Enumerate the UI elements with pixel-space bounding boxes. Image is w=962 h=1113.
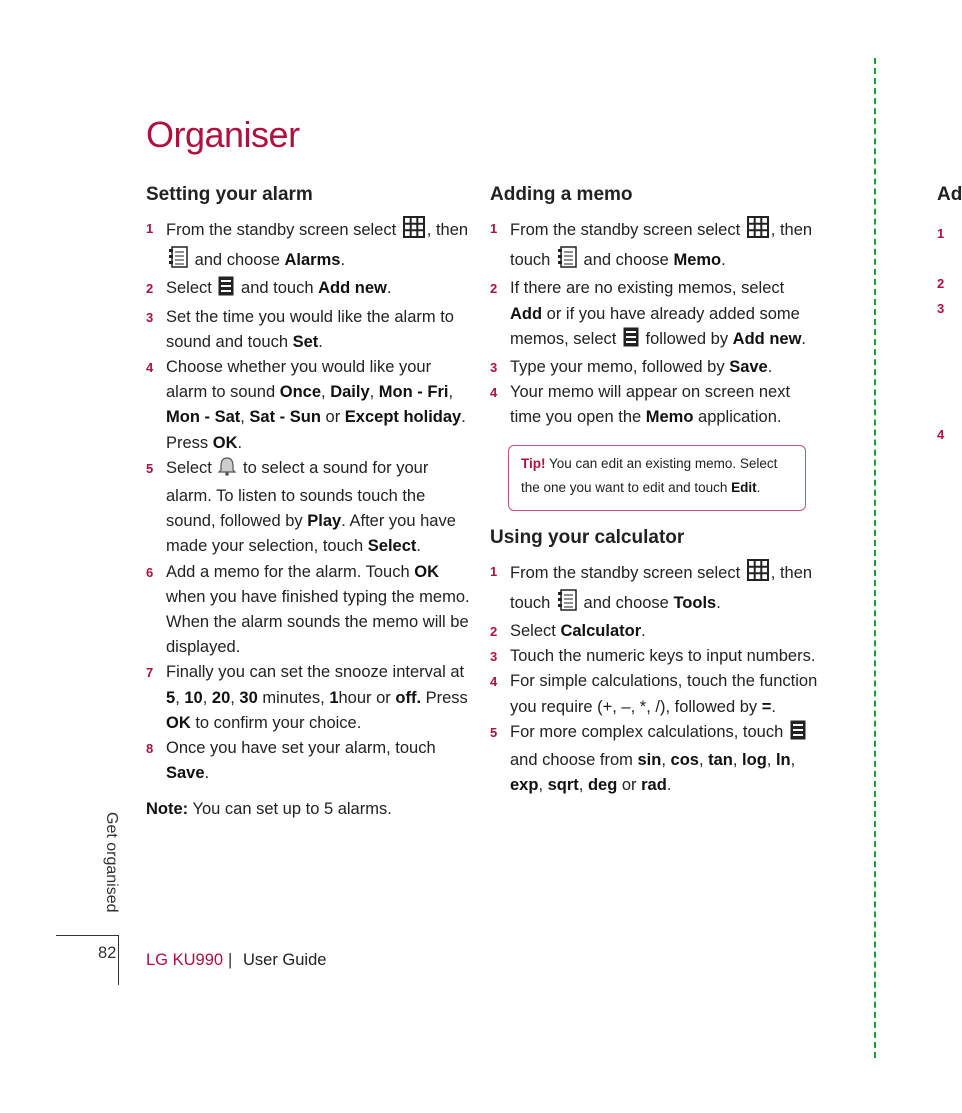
alarm-heading: Setting your alarm xyxy=(146,184,313,205)
bell-icon xyxy=(218,456,236,484)
peek-number: 1 xyxy=(937,226,945,241)
alarm-steps xyxy=(146,216,476,786)
list-item: 4 For simple calculations, touch the function you require (+, –, *, /), followed by =. xyxy=(490,672,818,716)
options-menu-icon xyxy=(790,720,806,748)
list-item: 7 Finally you can set the snooze interval at 5, 10, 20, 30 minutes, 1hour or off. Press OK to confirm your choice. xyxy=(146,663,468,732)
list-item: 3 Type your memo, followed by Save. xyxy=(490,358,773,377)
page-number: 82 xyxy=(98,944,117,962)
list-item: 4 Choose whether you would like your alarm to sound Once, Daily, Mon - Fri, Mon - Sat, Sat - Sun or Except holiday. Press OK. xyxy=(146,358,466,452)
memo-heading: Adding a memo xyxy=(490,184,633,205)
list-item: 2 Select and touch Add new. xyxy=(146,276,476,304)
list-item: 1 From the standby screen select , then touch and choose Memo. xyxy=(490,216,820,276)
options-menu-icon xyxy=(218,276,234,304)
grid-menu-icon xyxy=(747,216,769,246)
organiser-icon xyxy=(557,246,577,276)
list-item: 4 Your memo will appear on screen next time you open the Memo application. xyxy=(490,383,791,427)
next-page-peek xyxy=(937,184,962,442)
list-item: 6 Add a memo for the alarm. Touch OK when you have finished typing the memo. When the alarm sounds the memo will be displayed. xyxy=(146,562,470,657)
list-item: 3 Touch the numeric keys to input numbers. xyxy=(490,647,816,666)
footer-divider xyxy=(118,935,119,985)
footer-brand: LG KU990 xyxy=(146,951,224,969)
footer-separator: | xyxy=(228,951,233,969)
list-item: 3 Set the time you would like the alarm to sound and touch Set. xyxy=(146,307,454,351)
list-item: 5 For more complex calculations, touch and choose from sin, cos, tan, log, ln, exp, sqrt, deg or rad. xyxy=(490,720,820,799)
footer-guide: User Guide xyxy=(243,951,327,969)
memo-tip: Tip! You can edit an existing memo. Select the one you want to edit and touch Edit. xyxy=(508,445,806,511)
grid-menu-icon xyxy=(403,216,425,246)
alarm-note: Note: You can set up to 5 alarms. xyxy=(146,800,392,819)
list-item: 5 Select to select a sound for your alarm. To listen to sounds touch the sound, followed by Play. After you have made your selection, touch Select. xyxy=(146,456,476,560)
list-item: 1 From the standby screen select , then and choose Alarms. xyxy=(146,216,476,276)
memo-section xyxy=(490,184,820,798)
list-item: 2 If there are no existing memos, select Add or if you have already added some memos, select followed by Add new. xyxy=(490,276,820,355)
peek-number: 2 xyxy=(937,276,945,291)
calculator-heading: Using your calculator xyxy=(490,526,685,548)
alarm-section xyxy=(146,184,476,819)
options-menu-icon xyxy=(623,327,639,355)
fold-guide-line xyxy=(874,58,876,1058)
list-item: 1 From the standby screen select , then touch and choose Tools. xyxy=(490,559,820,619)
footer-rule xyxy=(56,935,118,936)
grid-menu-icon xyxy=(747,559,769,589)
memo-steps xyxy=(490,216,820,431)
peek-number: 4 xyxy=(937,427,945,442)
page-title: Organiser xyxy=(146,114,300,155)
list-item: 2 Select Calculator. xyxy=(490,622,646,641)
peek-heading: Ad xyxy=(937,184,962,205)
calculator-steps xyxy=(490,559,820,799)
organiser-icon xyxy=(168,246,188,276)
organiser-icon xyxy=(557,589,577,619)
peek-number: 3 xyxy=(937,301,945,316)
list-item: 8 Once you have set your alarm, touch Save. xyxy=(146,739,436,783)
section-side-label: Get organised xyxy=(103,812,120,913)
